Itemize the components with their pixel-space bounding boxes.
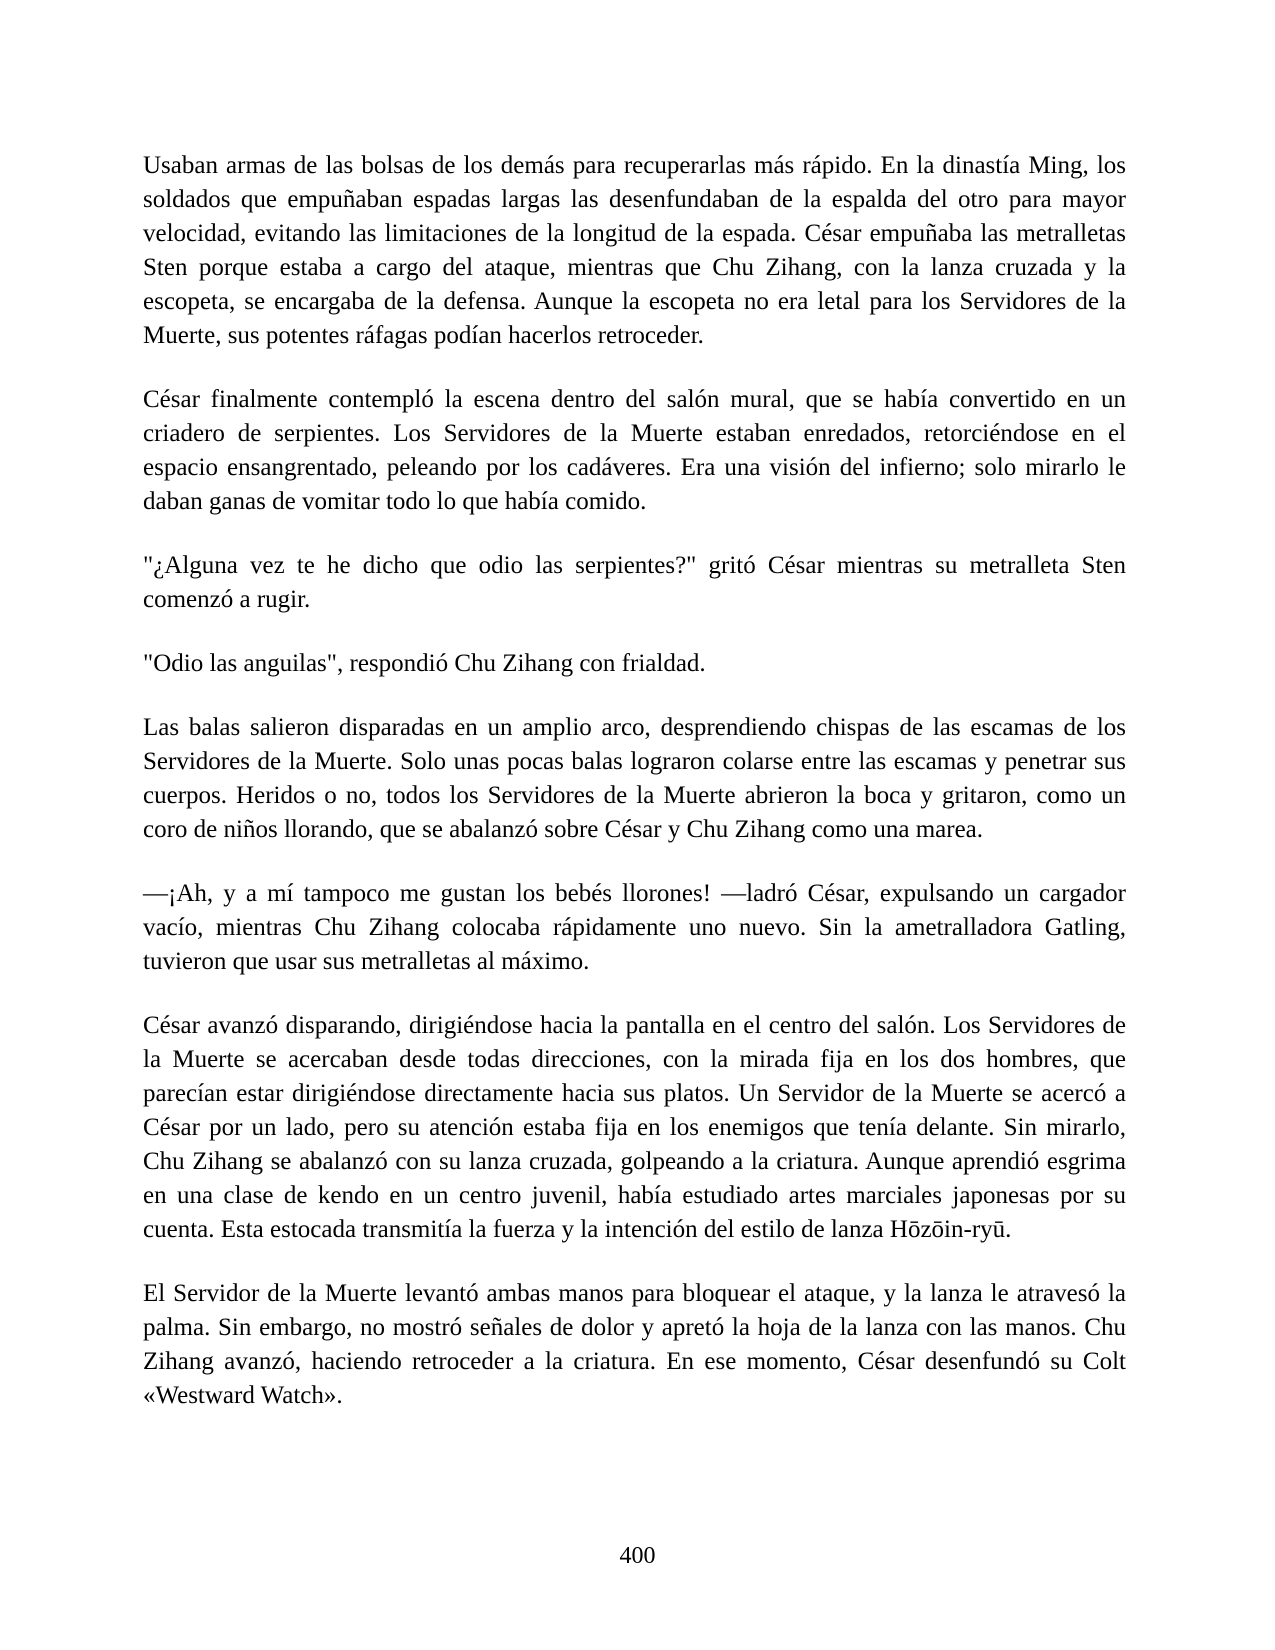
- paragraph: —¡Ah, y a mí tampoco me gustan los bebés llorones! —ladró César, expulsando un cargador vacío, mientras Chu Zihang colocaba rápidamente uno nuevo. Sin la ametralladora Gatling, tuvieron que usar sus metralletas al máximo.: [143, 880, 1126, 975]
- paragraph: Las balas salieron disparadas en un amplio arco, desprendiendo chispas de las escamas de los Servidores de la Muerte. Solo unas pocas balas lograron colarse entre las escamas y penetrar sus cuerpos. Heridos o no, todos los Servidores de la Muerte abrieron la boca y gritaron, como un coro de niños llorando, que se abalanzó sobre César y Chu Zihang como una marea.: [143, 714, 1126, 843]
- paragraph: El Servidor de la Muerte levantó ambas manos para bloquear el ataque, y la lanza le atravesó la palma. Sin embargo, no mostró señales de dolor y apretó la hoja de la lanza con las manos. Chu Zihang avanzó, haciendo retroceder a la criatura. En ese momento, César desenfundó su Colt «Westward Watch».: [143, 1280, 1126, 1409]
- body-text: [143, 149, 1126, 1443]
- paragraph: Usaban armas de las bolsas de los demás para recuperarlas más rápido. En la dinastía Ming, los soldados que empuñaban espadas largas las desenfundaban de la espalda del otro para mayor velocidad, evitando las limitaciones de la longitud de la espada. César empuñaba las metralletas Sten porque estaba a cargo del ataque, mientras que Chu Zihang, con la lanza cruzada y la escopeta, se encargaba de la defensa. Aunque la escopeta no era letal para los Servidores de la Muerte, sus potentes ráfagas podían hacerlos retroceder.: [143, 152, 1126, 349]
- paragraph: "¿Alguna vez te he dicho que odio las serpientes?" gritó César mientras su metralleta Sten comenzó a rugir.: [143, 552, 1126, 613]
- paragraph: César avanzó disparando, dirigiéndose hacia la pantalla en el centro del salón. Los Servidores de la Muerte se acercaban desde todas direcciones, con la mirada fija en los dos hombres, que parecían estar dirigiéndose directamente hacia sus platos. Un Servidor de la Muerte se acercó a César por un lado, pero su atención estaba fija en los enemigos que tenía delante. Sin mirarlo, Chu Zihang se abalanzó con su lanza cruzada, golpeando a la criatura. Aunque aprendió esgrima en una clase de kendo en un centro juvenil, había estudiado artes marciales japonesas por su cuenta. Esta estocada transmitía la fuerza y la intención del estilo de lanza Hōzōin-ryū.: [143, 1012, 1126, 1243]
- paragraph: César finalmente contempló la escena dentro del salón mural, que se había convertido en un criadero de serpientes. Los Servidores de la Muerte estaban enredados, retorciéndose en el espacio ensangrentado, peleando por los cadáveres. Era una visión del infierno; solo mirarlo le daban ganas de vomitar todo lo que había comido.: [143, 386, 1126, 515]
- paragraph: "Odio las anguilas", respondió Chu Zihang con frialdad.: [143, 650, 706, 677]
- page-number: 400: [619, 1543, 656, 1569]
